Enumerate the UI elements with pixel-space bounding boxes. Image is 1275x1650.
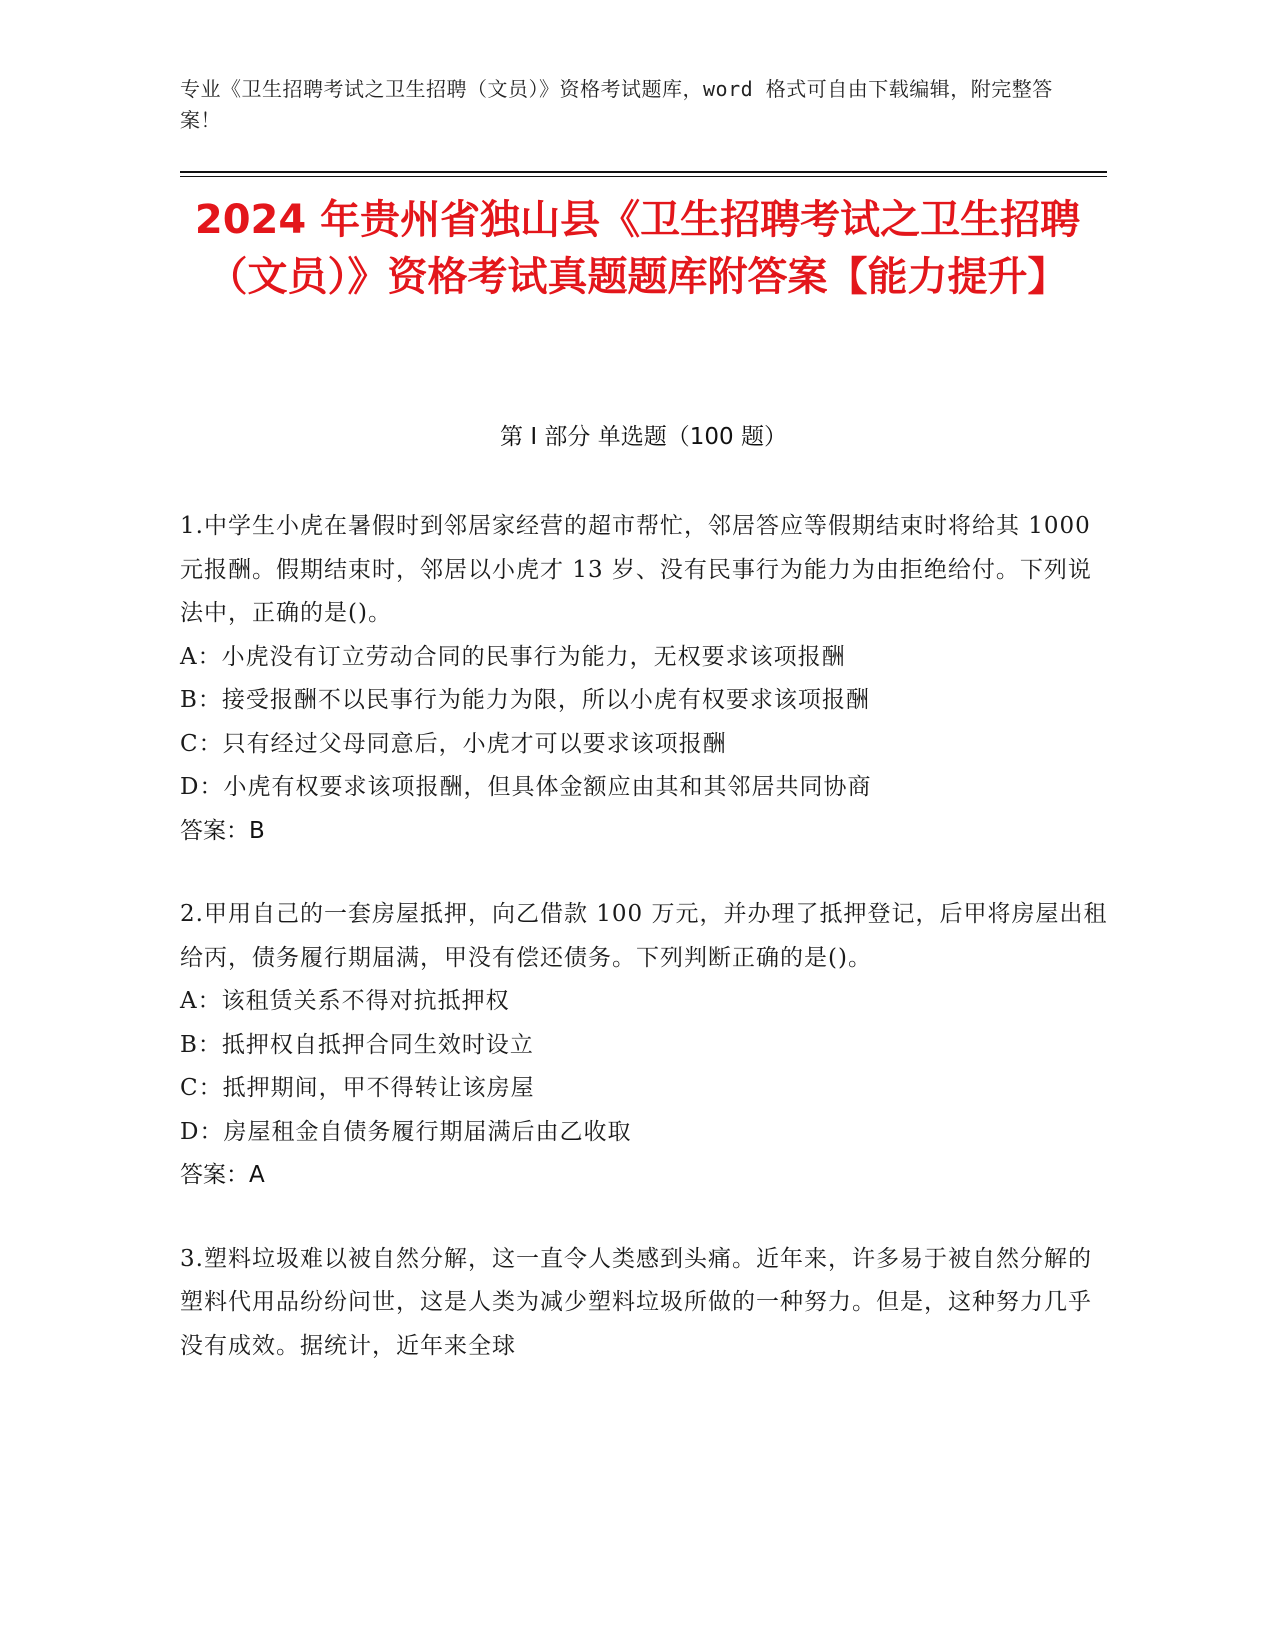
document-title: 2024 年贵州省独山县《卫生招聘考试之卫生招聘（文员）》资格考试真题题库附答案【能力提升】: [194, 197, 1081, 300]
question-stem: 3.塑料垃圾难以被自然分解，这一直令人类感到头痛。近年来，许多易于被自然分解的塑料代用品纷纷问世，这是人类为减少塑料垃圾所做的一种努力。但是，这种努力几乎没有成效。据统计，近年来全球: [180, 1245, 1092, 1359]
header-rule-thick: [180, 171, 1107, 173]
question-2: [180, 893, 1110, 1198]
question-3: [180, 1238, 1110, 1369]
question-stem: 1.中学生小虎在暑假时到邻居家经营的超市帮忙，邻居答应等假期结束时将给其 1000 元报酬。假期结束时，邻居以小虎才 13 岁、没有民事行为能力为由拒绝给付。下列说法中，正确的是()。: [180, 513, 1092, 626]
question-stem: 2.甲用自己的一套房屋抵押，向乙借款 100 万元，并办理了抵押登记，后甲将房屋出租给丙，债务履行期届满，甲没有偿还债务。下列判断正确的是()。: [180, 901, 1108, 971]
section-title: 第 I 部分 单选题（100 题）: [500, 424, 787, 450]
option-c: C：只有经过父母同意后，小虎才可以要求该项报酬: [180, 730, 727, 757]
header-rule-thin: [180, 176, 1107, 177]
option-c: C：抵押期间，甲不得转让该房屋: [180, 1075, 535, 1101]
option-b: B：接受报酬不以民事行为能力为限，所以小虎有权要求该项报酬: [180, 687, 870, 713]
question-1: [180, 505, 1110, 853]
option-a: A：该租赁关系不得对抗抵押权: [180, 988, 510, 1014]
answer-text: 答案：A: [180, 1162, 265, 1188]
option-b: B：抵押权自抵押合同生效时设立: [180, 1031, 534, 1058]
question-list: [180, 505, 1110, 1408]
option-a: A：小虎没有订立劳动合同的民事行为能力，无权要求该项报酬: [180, 643, 846, 670]
answer-text: 答案：B: [180, 817, 265, 844]
header-note: 专业《卫生招聘考试之卫生招聘（文员）》资格考试题库，word 格式可自由下载编辑，附完整答案！: [180, 77, 1053, 132]
option-d: D：小虎有权要求该项报酬，但具体金额应由其和其邻居共同协商: [180, 774, 872, 800]
option-d: D：房屋租金自债务履行期届满后由乙收取: [180, 1118, 632, 1145]
